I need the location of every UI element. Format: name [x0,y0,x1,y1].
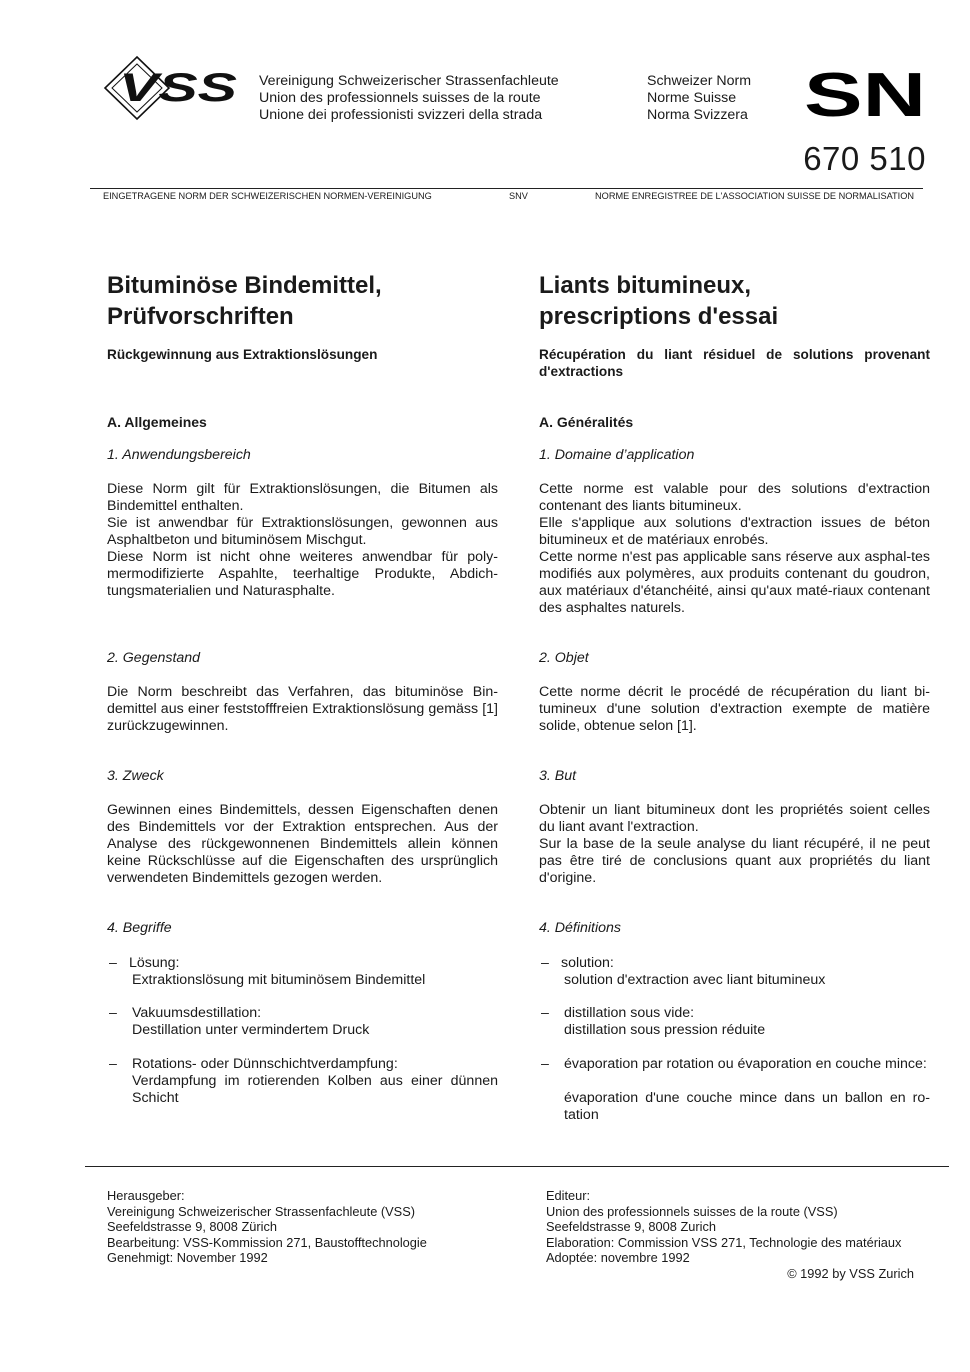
publisher-name-de: Vereinigung Schweizerischer Strassenfachleute (VSS) [107,1203,415,1219]
title-de-line2: Prüfvorschriften [107,303,294,330]
sn-logo [804,68,926,120]
organization-names [259,73,559,124]
footer-divider [85,1166,949,1167]
publisher-info-fr [546,1188,901,1266]
s1-para-fr-2: Elle s'applique aux solutions d'extraction issues de béton bitumineux et de matériaux enrobés. [539,515,930,548]
norm-type [647,73,751,124]
vss-logo-text: VSS [119,66,238,110]
s1-heading-de: 1. Anwendungsbereich [107,447,251,463]
definition-term-de: Rotations- oder Dünnschichtverdampfung: [132,1056,398,1072]
bullet-dash: – [541,1056,549,1072]
s2-text-de: Die Norm beschreibt das Verfahren, das bituminöse Bin-demittel aus einer feststofffreien Extraktionslösung gemäss [1] zurückzugewinnen. [107,684,498,734]
publisher-label-fr: Editeur: [546,1188,591,1203]
s3-text-de: Gewinnen eines Bindemittels, dessen Eigenschaften denen des Bindemittels vor der Extraktion entsprechen. Aus der Analyse des rückgewonnenen Bindemittels allein können keine Rückschlüsse auf die Eigenschaften des ursprünglich verwendeten Bindemittels gezogen werden. [107,802,498,886]
s3-para-fr-1: Obtenir un liant bitumineux dont les propriétés soient celles du liant avant l'extraction. [539,802,930,835]
copyright: © 1992 by VSS Zurich [787,1266,914,1281]
editing-committee-de: Bearbeitung: VSS-Kommission 271, Baustofftechnologie [107,1234,427,1250]
s1-para-de-3: Diese Norm ist nicht ohne weiteres anwendbar für poly-mermodifizierte Aspahlte, teerhaltige Produkte, Abdich-tungsmaterialien und Naturasphalte. [107,549,498,599]
org-name-de: Vereinigung Schweizerischer Strassenfachleute [259,73,559,89]
s1-heading-fr: 1. Domaine d’application [539,447,695,463]
section-a-heading-fr: A. Généralités [539,414,634,430]
definition-desc-de: Extraktionslösung mit bituminösem Bindemittel [132,972,426,988]
definition-desc-de: Destillation unter vermindertem Druck [132,1022,370,1038]
s3-heading-de: 3. Zweck [107,768,164,784]
editing-committee-fr: Elaboration: Commission VSS 271, Technologie des matériaux [546,1234,902,1250]
registered-norm-de: EINGETRAGENE NORM DER SCHWEIZERISCHEN NORMEN-VEREINIGUNG [103,191,432,201]
bullet-dash: – [541,955,549,971]
registered-norm-snv: SNV [509,191,528,201]
definition-term-de: Vakuumsdestillation: [132,1005,262,1021]
bullet-dash: – [541,1005,549,1021]
approval-date-fr: Adoptée: novembre 1992 [546,1250,690,1266]
title-de-line1: Bituminöse Bindemittel, [107,272,382,299]
org-name-fr: Union des professionnels suisses de la route [259,90,541,106]
s1-text-de [107,481,498,600]
definition-desc-fr: distillation sous pression réduite [564,1022,766,1038]
section-a-heading-de: A. Allgemeines [107,414,207,430]
title-de [107,270,498,332]
norm-type-fr: Norme Suisse [647,90,737,106]
s4-heading-de: 4. Begriffe [107,920,172,936]
s3-heading-fr: 3. But [539,768,577,784]
title-fr [539,270,930,332]
publisher-name-fr: Union des professionnels suisses de la route (VSS) [546,1203,838,1219]
approval-date-de: Genehmigt: November 1992 [107,1250,268,1266]
s3-para-fr-2: Sur la base de la seule analyse du liant récupéré, il ne peut pas être tiré de conclusions quant aux propriétés du liant d'origine. [539,836,930,886]
publisher-label-de: Herausgeber: [107,1188,185,1203]
s2-heading-de: 2. Gegenstand [107,650,201,666]
norm-number: 670 510 [803,140,926,177]
s1-para-fr-1: Cette norme est valable pour des solutions d'extraction contenant des liants bitumineux. [539,481,930,514]
s1-text-fr [539,481,930,617]
s2-text-fr: Cette norme décrit le procédé de récupération du liant bi-tumineux d'une solution d'extraction exempte de matière solide, obtenue selon [1]. [539,684,930,734]
bullet-dash: – [109,1005,117,1021]
bullet-dash: – [109,1056,117,1072]
sn-logo-text: SN [804,68,926,120]
publisher-info-de [107,1188,427,1266]
s1-para-fr-3: Cette norme n'est pas applicable sans réserve aux asphal-tes modifiés aux polymères, aux produits contenant du goudron, aux matériaux d'étanchéité, ainsi qu'aux maté-riaux contenant des asphaltes naturels. [539,549,930,616]
s4-heading-fr: 4. Définitions [539,920,622,936]
title-fr-line1: Liants bitumineux, [539,272,752,299]
title-fr-line2: prescriptions d'essai [539,303,779,330]
definition-desc-de: Verdampfung im rotierenden Kolben aus einer dünnen Schicht [132,1073,498,1106]
definition-term-de: Lösung: [129,955,180,971]
s1-para-de-2: Sie ist anwendbar für Extraktionslösungen, gewonnen aus Asphaltbeton und bituminösem Mischgut. [107,515,498,548]
definition-desc-fr: solution d'extraction avec liant bitumineux [564,972,826,988]
subtitle-de: Rückgewinnung aus Extraktionslösungen [107,347,378,362]
definition-term-fr: évaporation par rotation ou évaporation en couche mince: [564,1056,927,1072]
registered-norm-fr: NORME ENREGISTREE DE L'ASSOCIATION SUISSE DE NORMALISATION [595,191,914,201]
publisher-address-de: Seefeldstrasse 9, 8008 Zürich [107,1219,278,1235]
publisher-address-fr: Seefeldstrasse 9, 8008 Zurich [546,1219,717,1235]
vss-logo [103,55,243,121]
definition-desc-fr: évaporation d'une couche mince dans un ballon en ro-tation [564,1090,930,1123]
definition-term-fr: solution: [561,955,614,971]
s2-heading-fr: 2. Objet [539,650,589,666]
subtitle-fr: Récupération du liant résiduel de solutions provenant d'extractions [539,347,930,379]
norm-type-de: Schweizer Norm [647,73,752,89]
norm-type-it: Norma Svizzera [647,107,748,123]
header-divider [90,188,923,189]
org-name-it: Unione dei professionisti svizzeri della strada [259,107,543,123]
s1-para-de-1: Diese Norm gilt für Extraktionslösungen, die Bitumen als Bindemittel enthalten. [107,481,498,514]
bullet-dash: – [109,955,117,971]
definition-term-fr: distillation sous vide: [564,1005,695,1021]
s3-text-fr [539,802,930,887]
